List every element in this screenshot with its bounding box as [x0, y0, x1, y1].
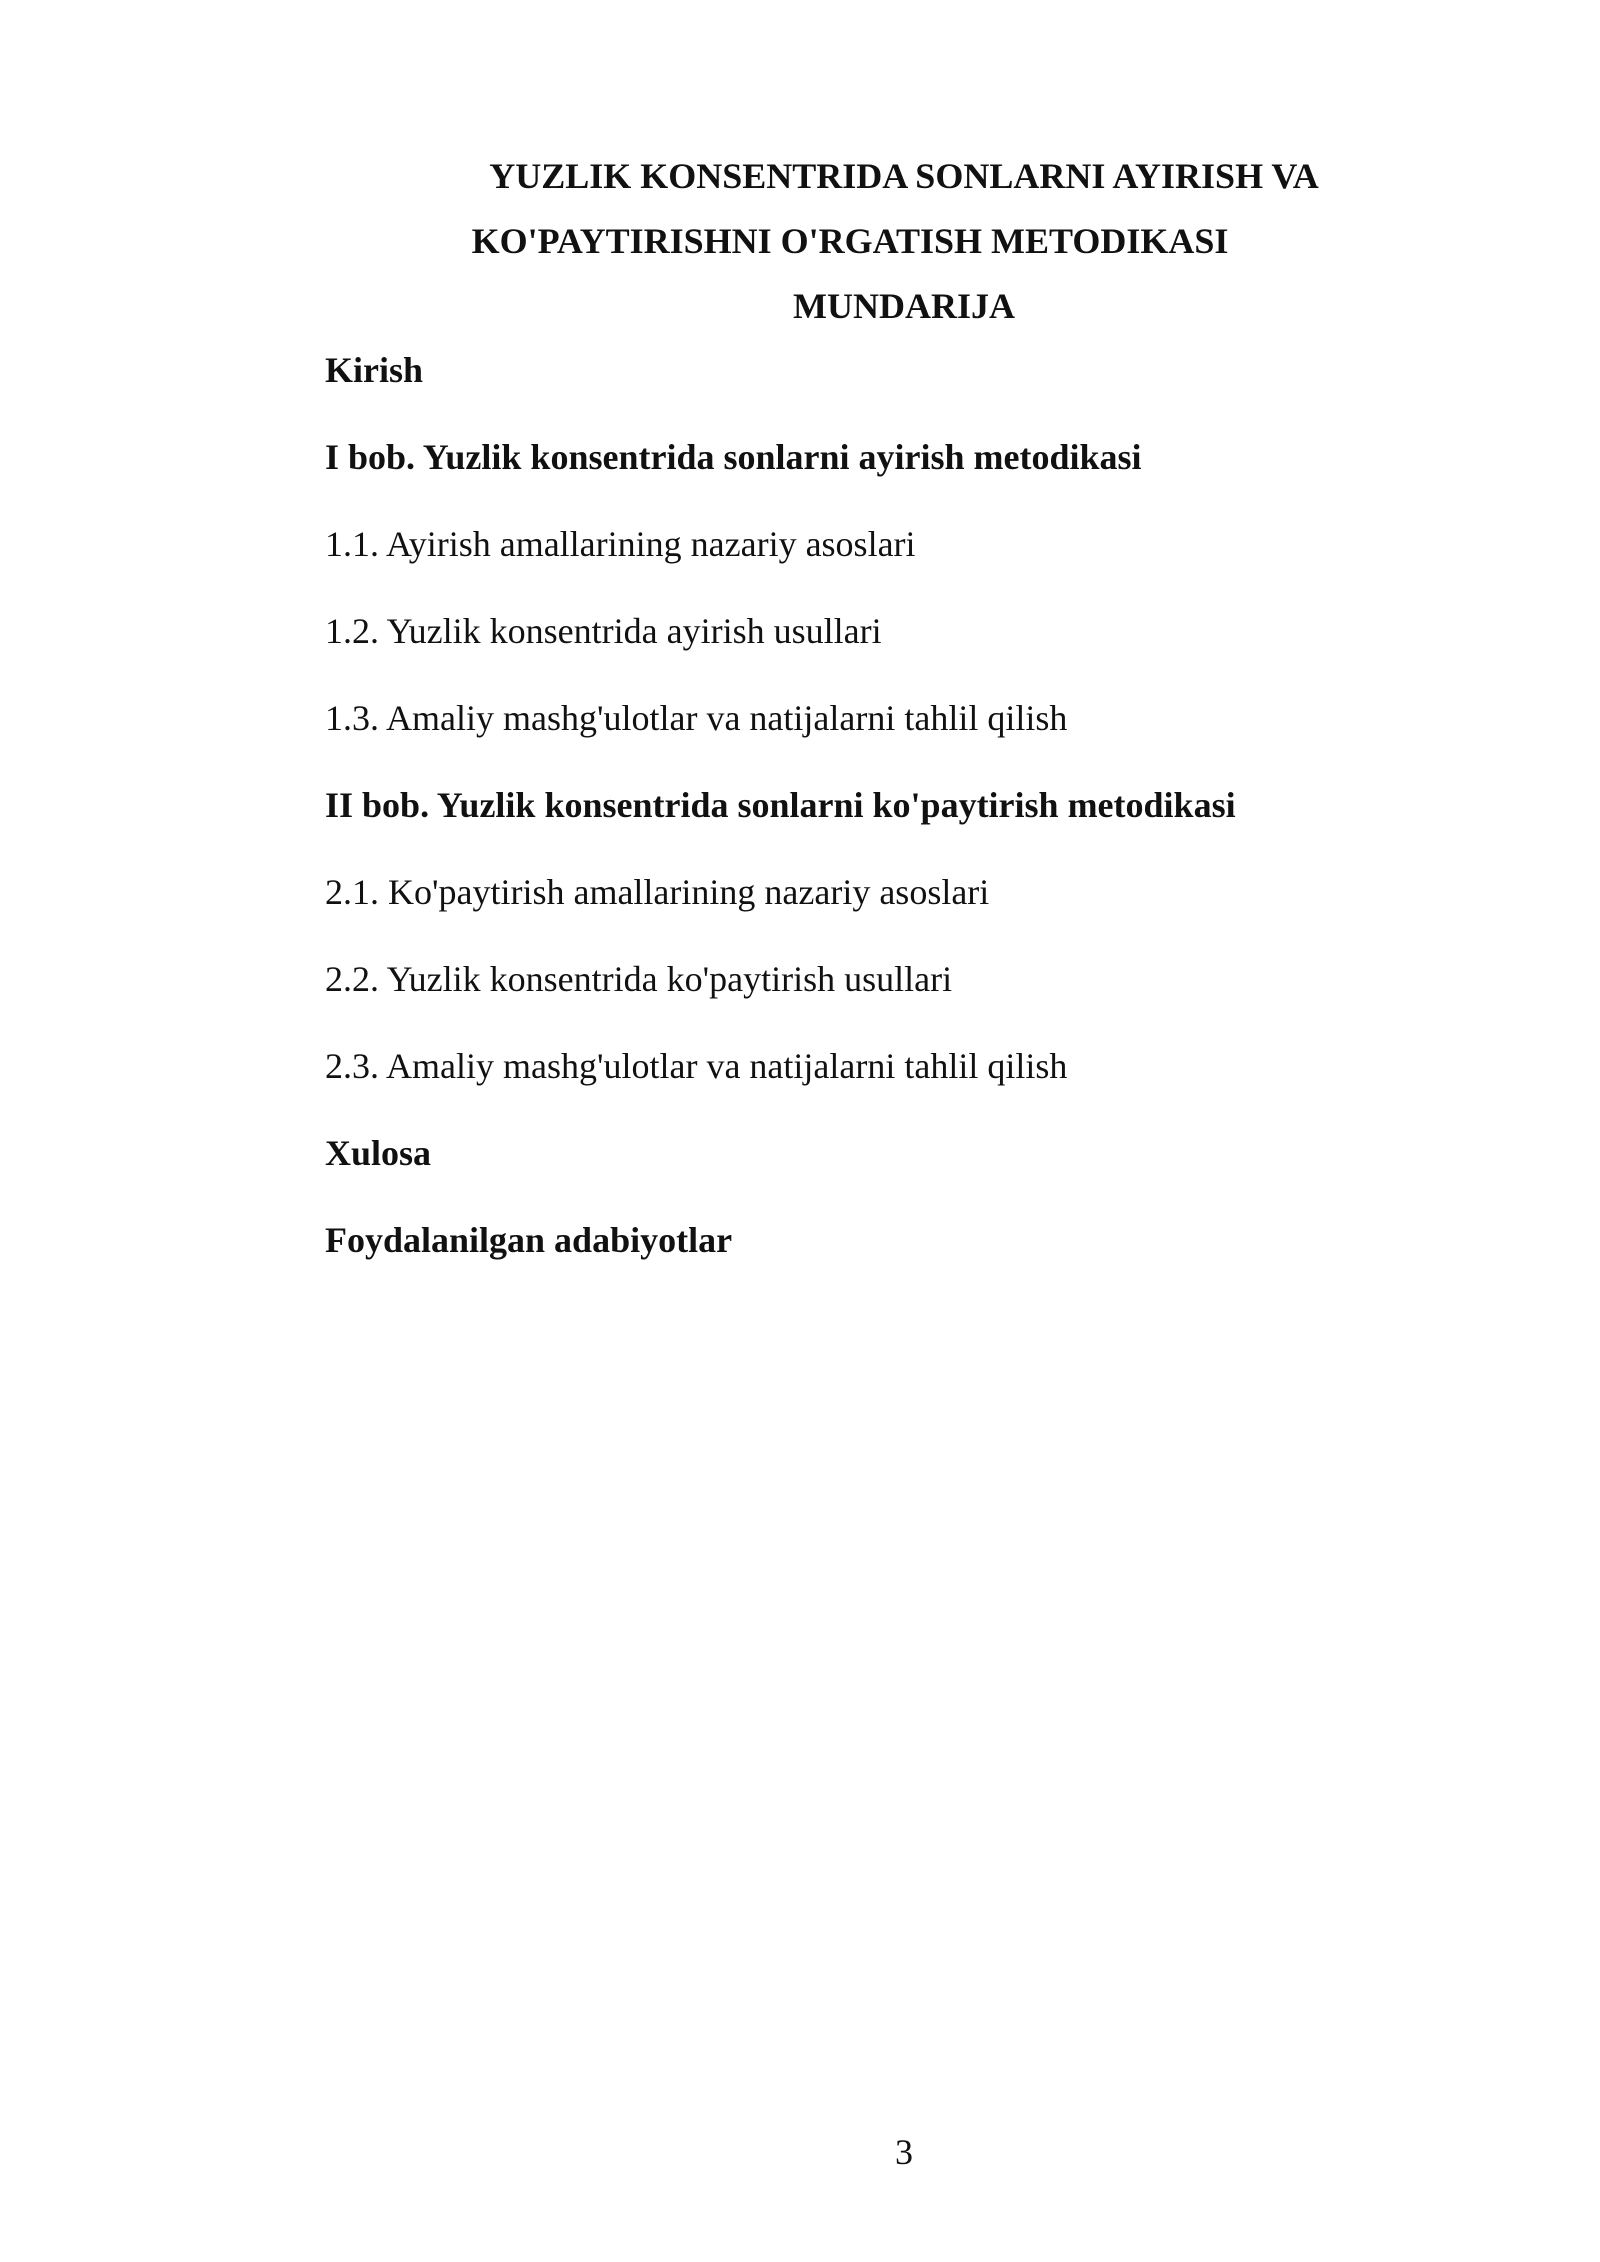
toc-item-section-2-2: 2.2. Yuzlik konsentrida ko'paytirish usullari — [325, 959, 953, 999]
toc-item-section-1-2: 1.2. Yuzlik konsentrida ayirish usullari — [325, 611, 882, 651]
table-of-contents — [325, 348, 1425, 1305]
page-number: 3 — [895, 2132, 913, 2172]
toc-item-references: Foydalanilgan adabiyotlar — [325, 1220, 733, 1260]
toc-item-conclusion: Xulosa — [325, 1133, 432, 1173]
toc-item-section-2-1: 2.1. Ko'paytirish amallarining nazariy asoslari — [325, 872, 990, 912]
toc-item-introduction: Kirish — [325, 350, 424, 390]
toc-item-chapter-2: II bob. Yuzlik konsentrida sonlarni ko'paytirish metodikasi — [325, 785, 1236, 825]
toc-item-section-1-3: 1.3. Amaliy mashg'ulotlar va natijalarni tahlil qilish — [325, 698, 1068, 738]
toc-item-section-2-3: 2.3. Amaliy mashg'ulotlar va natijalarni tahlil qilish — [325, 1046, 1068, 1086]
toc-item-chapter-1: I bob. Yuzlik konsentrida sonlarni ayirish metodikasi — [325, 437, 1142, 477]
contents-heading: MUNDARIJA — [793, 286, 1015, 326]
toc-item-section-1-1: 1.1. Ayirish amallarining nazariy asoslari — [325, 524, 916, 564]
document-title-line-1: YUZLIK KONSENTRIDA SONLARNI AYIRISH VA — [489, 156, 1319, 196]
document-title-line-2: KO'PAYTIRISHNI O'RGATISH METODIKASI — [471, 221, 1229, 261]
